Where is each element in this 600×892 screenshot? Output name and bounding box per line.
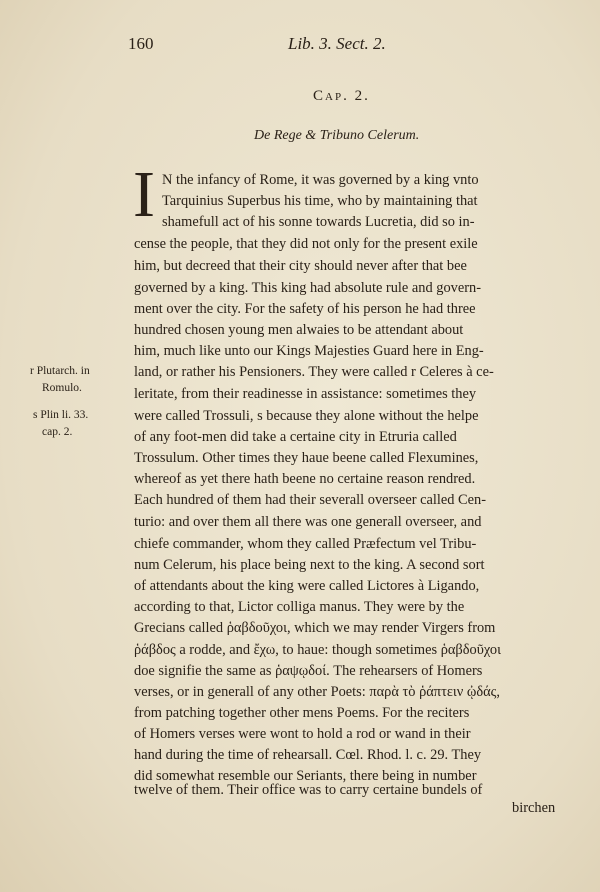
text-line: hundred chosen young men alwaies to be attendant about (134, 322, 464, 338)
text-line: twelve of them. Their office was to carry certaine bundels of (134, 782, 483, 798)
catchword: birchen (512, 800, 556, 816)
text-line: governed by a king. This king had absolute rule and govern- (134, 280, 482, 296)
text-line: of any foot-men did take a certaine city in Etruria called (134, 429, 457, 445)
text-line: chiefe commander, whom they called Præfectum vel Tribu- (134, 536, 477, 552)
margin-note: Romulo. (42, 382, 82, 394)
text-line: him, but decreed that their city should never after that bee (134, 258, 467, 274)
text-line: from patching together other mens Poems. For the reciters (134, 705, 470, 721)
chapter-heading: Cap. 2. (313, 88, 370, 104)
text-line: hand during the time of rehearsall. Cœl. Rhod. l. c. 29. They (134, 747, 482, 763)
text-line: of Homers verses were wont to hold a rod or wand in their (134, 726, 471, 742)
text-line: ment over the city. For the safety of his person he had three (134, 301, 476, 317)
text-line: cense the people, that they did not only for the present exile (134, 236, 478, 252)
text-line: N the infancy of Rome, it was governed by a king vnto (162, 172, 479, 188)
chapter-title: De Rege & Tribuno Celerum. (254, 128, 420, 143)
margin-note: cap. 2. (42, 426, 73, 438)
text-line: turio: and over them all there was one generall overseer, and (134, 514, 482, 530)
text-line: land, or rather his Pensioners. They were called r Celeres à ce- (134, 364, 494, 380)
text-line: leritate, from their readinesse in assistance: sometimes they (134, 386, 477, 402)
text-line: according to that, Lictor colliga manus. They were by the (134, 599, 465, 615)
page-number: 160 (128, 34, 154, 53)
text-line: of attendants about the king were called Lictores à Ligando, (134, 578, 480, 594)
running-head: Lib. 3. Sect. 2. (288, 34, 386, 53)
text-line: doe signifie the same as ῥαψῳδοί. The rehearsers of Homers (134, 663, 483, 679)
text-line: Each hundred of them had their severall overseer called Cen- (134, 492, 487, 508)
text-line: Tarquinius Superbus his time, who by maintaining that (162, 193, 478, 209)
text-line: whereof as yet there hath beene no certaine reason rendred. (134, 471, 476, 487)
text-line: Grecians called ῥαβδοῦχοι, which we may render Virgers from (134, 620, 496, 636)
margin-note: s Plin li. 33. (33, 409, 89, 421)
text-line: were called Trossuli, s because they alone without the helpe (134, 408, 479, 424)
text-line: him, much like unto our Kings Majesties Guard here in Eng- (134, 343, 484, 359)
margin-note: r Plutarch. in (30, 365, 90, 377)
text-line: ῥάβδος a rodde, and ἔχω, to haue: though sometimes ῥαβδοῦχοι (134, 642, 501, 658)
text-line: num Celerum, his place being next to the king. A second sort (134, 557, 485, 573)
text-line: shamefull act of his sonne towards Lucretia, did so in- (162, 214, 475, 230)
text-line: Trossulum. Other times they haue beene called Flexumines, (134, 450, 479, 466)
text-line: verses, or in generall of any other Poets: παρὰ τὸ ῥάπτειν ᾠδάς, (134, 684, 500, 700)
drop-cap: I (133, 158, 155, 231)
text-line: did somewhat resemble our Seriants, there being in number (134, 768, 477, 784)
